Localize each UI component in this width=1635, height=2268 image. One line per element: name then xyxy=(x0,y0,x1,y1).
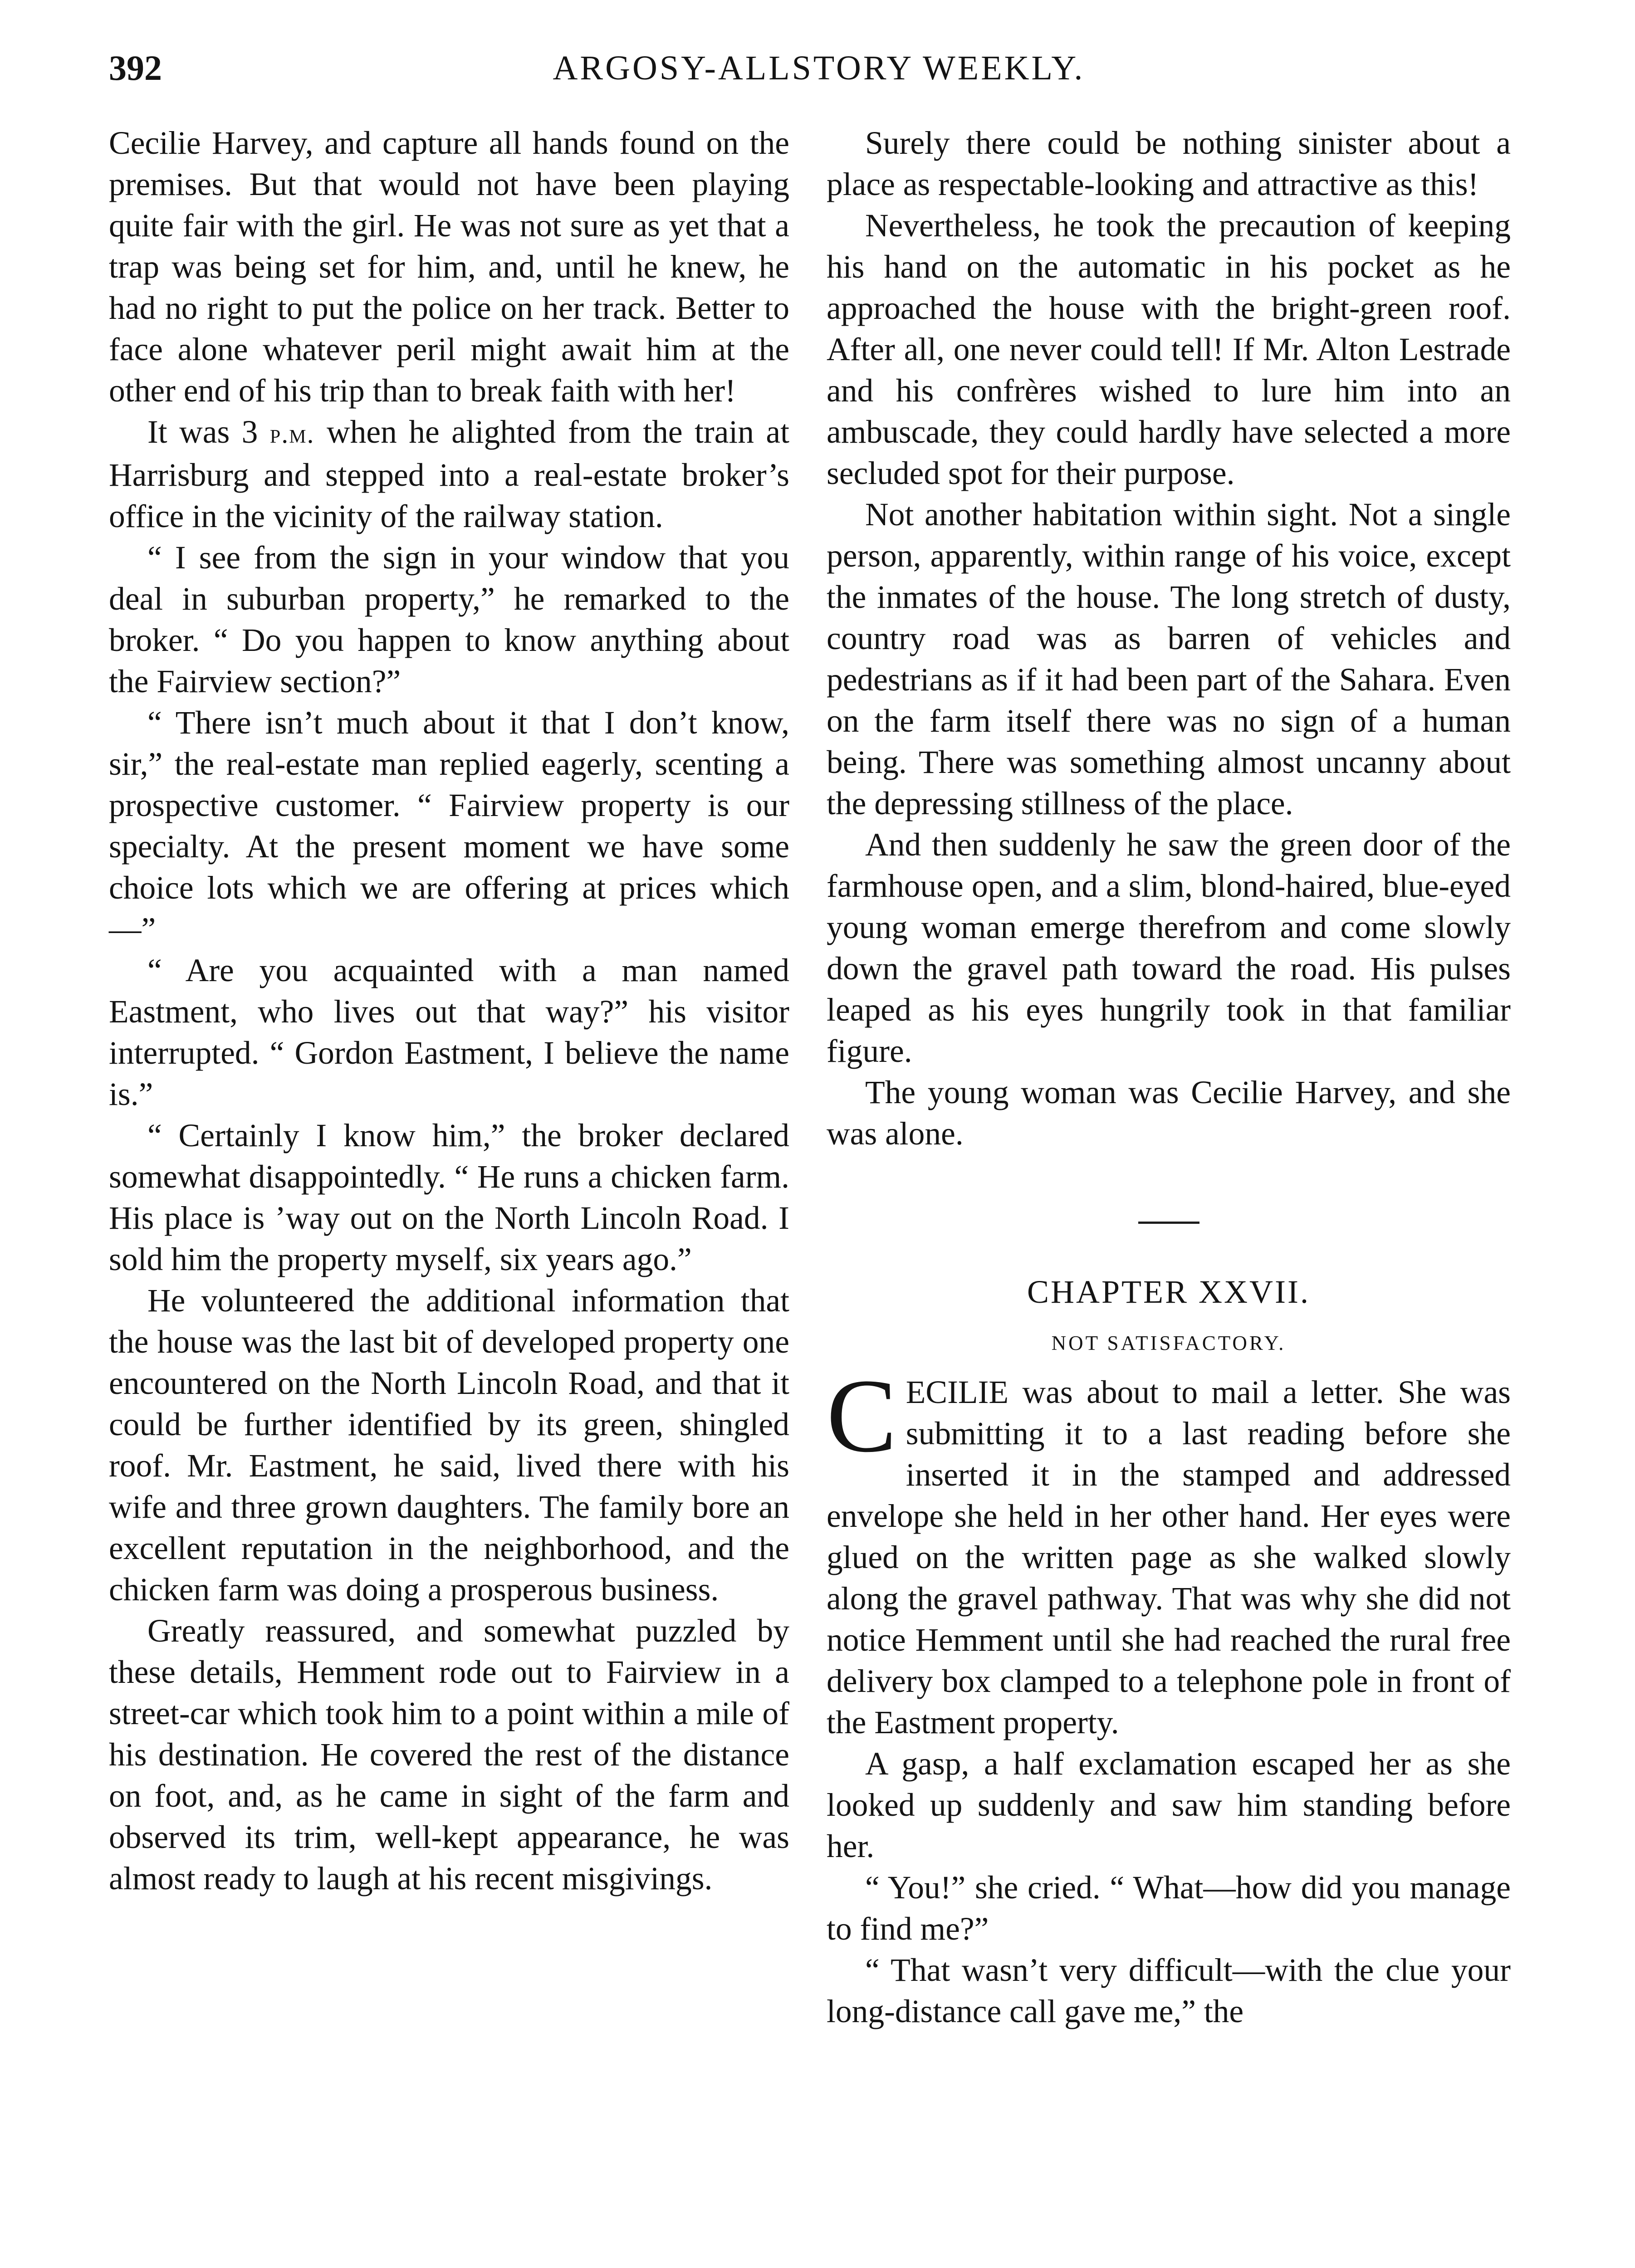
paragraph: Greatly reassured, and somewhat puzzled by these details, Hemment rode out to Fairview in a street-car which took him to a point within a mile of his destination. He covered the rest of the distance on foot, and, as he came in sight of the farm and observed its trim, well-kept appearance, he was almost ready to laugh at his recent misgivings. xyxy=(109,1613,789,1897)
section-divider xyxy=(1138,1222,1199,1224)
chapter-subtitle: NOT SATISFACTORY. xyxy=(1051,1332,1286,1354)
paragraph: “ You!” she cried. “ What—how did you manage to find me?” xyxy=(827,1870,1511,1947)
left-column xyxy=(109,122,789,1899)
paragraph: He volunteered the additional information that the house was the last bit of developed property one encountered on the North Lincoln Road, and that it could be further identified by its green, shingled roof. Mr. Eastment, he said, lived there with his wife and three grown daughters. The family bore an excellent reputation in the neighborhood, and the chicken farm was doing a prosperous business. xyxy=(109,1283,789,1608)
paragraph xyxy=(827,1358,1511,1743)
paragraph: “ Are you acquainted with a man named Eastment, who lives out that way?” his visitor interrupted. “ Gordon Eastment, I believe the name is.” xyxy=(109,953,789,1112)
time-abbreviation: p.m. xyxy=(269,419,315,449)
paragraph: “ I see from the sign in your window that you deal in suburban property,” he remarked to the broker. “ Do you happen to know anything about the Fairview section?” xyxy=(109,540,789,699)
paragraph: Not another habitation within sight. Not a single person, apparently, within range of his voice, except the inmates of the house. The long stretch of dusty, country road was as barren of vehicles and pedestrians as if it had been part of the Sahara. Even on the farm itself there was no sign of a human being. There was something almost uncanny about the depressing stillness of the place. xyxy=(827,497,1511,821)
text-run: ECILIE was about to mail a letter. She was submitting it to a last reading before she inserted it in the stamped and addressed envelope she held in her other hand. Her eyes were glued on the written page as she walked slowly along the gravel pathway. That was why she did not notice Hemment until she had reached the rural free delivery box clamped to a telephone pole in front of the Eastment property. xyxy=(827,1374,1511,1740)
paragraph: A gasp, a half exclamation escaped her as she looked up suddenly and saw him standing before her. xyxy=(827,1746,1511,1864)
paragraph: “ That wasn’t very difficult—with the clue your long-distance call gave me,” the xyxy=(827,1952,1511,2029)
text-run: It was 3 xyxy=(147,414,270,450)
right-column xyxy=(827,122,1511,2032)
drop-cap: C xyxy=(827,1358,897,1474)
page-number: 392 xyxy=(109,48,162,88)
paragraph: “ There isn’t much about it that I don’t know, sir,” the real-estate man replied eagerly, scenting a prospective customer. “ Fairview property is our specialty. At the present moment we have some choice lots which we are offering at prices which—” xyxy=(109,705,789,947)
paragraph xyxy=(109,411,789,537)
text-run: when he alighted from the train at Harrisburg and stepped into a real-estate broker’s office in the vicinity of the railway station. xyxy=(109,414,789,534)
paragraph: The young woman was Cecilie Harvey, and she was alone. xyxy=(827,1075,1511,1152)
paragraph: Surely there could be nothing sinister about a place as respectable-looking and attractive as this! xyxy=(827,125,1511,202)
paragraph: And then suddenly he saw the green door of the farmhouse open, and a slim, blond-haired, blue-eyed young woman emerge therefrom and come slowly down the gravel path toward the road. His pulses leaped as his eyes hungrily took in that familiar figure. xyxy=(827,827,1511,1069)
paragraph: Cecilie Harvey, and capture all hands found on the premises. But that would not have been playing quite fair with the girl. He was not sure as yet that a trap was being set for him, and, until he knew, he had no right to put the police on her track. Better to face alone whatever peril might await him at the other end of his trip than to break faith with her! xyxy=(109,125,789,409)
paragraph: Nevertheless, he took the precaution of keeping his hand on the automatic in his pocket as he approached the house with the bright-green roof. After all, one never could tell! If Mr. Alton Lestrade and his confrères wished to lure him into an ambuscade, they could hardly have selected a more secluded spot for their purpose. xyxy=(827,208,1511,491)
paragraph: “ Certainly I know him,” the broker declared somewhat disappointedly. “ He runs a chicken farm. His place is ’way out on the North Lincoln Road. I sold him the property myself, six years ago.” xyxy=(109,1118,789,1277)
chapter-title: CHAPTER XXVII. xyxy=(1027,1274,1310,1310)
running-head: ARGOSY-ALLSTORY WEEKLY. xyxy=(553,49,1085,87)
page-header xyxy=(109,43,1529,93)
